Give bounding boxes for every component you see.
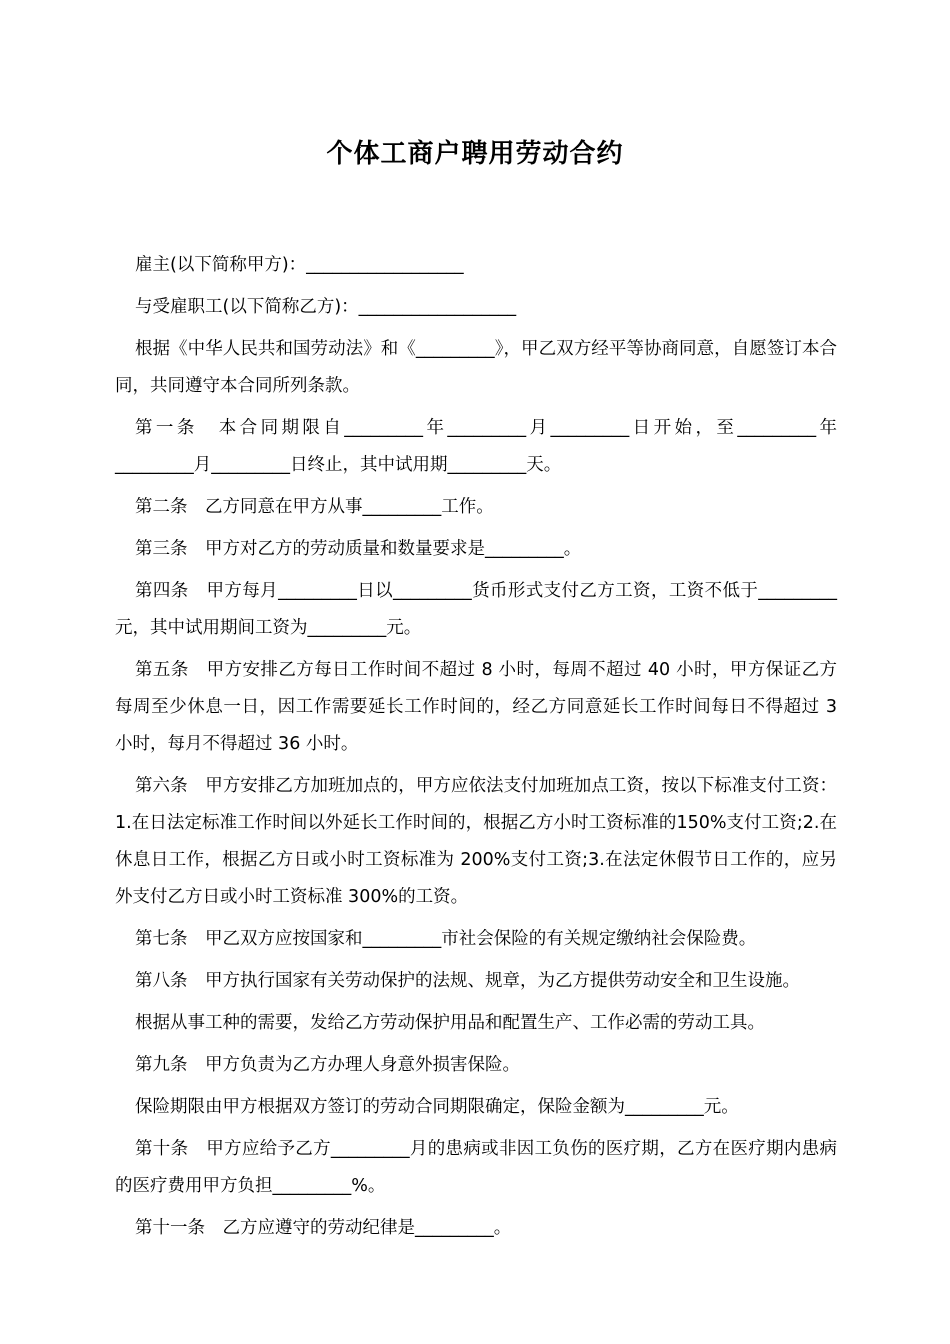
article-9-continued: 保险期限由甲方根据双方签订的劳动合同期限确定，保险金额为_________元。 (135, 1097, 739, 1117)
document-body (115, 247, 837, 1247)
article-6: 第六条 甲方安排乙方加班加点的，甲方应依法支付加班加点工资，按以下标准支付工资：1.在日法定标准工作时间以外延长工作时间的，根据乙方小时工资标准的150%支付工资;2.在休息日工作，根据乙方日或小时工资标准为 200%支付工资;3.在法定休假节日工作的，应另外支付乙方日或小时工资标准 300%的工资。 (115, 776, 837, 907)
article-10: 第十条 甲方应给予乙方_________月的患病或非因工负伤的医疗期，乙方在医疗期内患病的医疗费用甲方负担_________%。 (115, 1139, 837, 1196)
article-4: 第四条 甲方每月_________日以_________货币形式支付乙方工资，工资不低于_________元，其中试用期间工资为_________元。 (115, 581, 837, 638)
employer-line: 雇主(以下简称甲方)：__________________ (135, 255, 464, 275)
article-8: 第八条 甲方执行国家有关劳动保护的法规、规章，为乙方提供劳动安全和卫生设施。 (135, 971, 800, 991)
article-1: 第一条 本合同期限自_________年_________月_________日开始，至_________年_________月_________日终止，其中试用期_________天。 (115, 418, 837, 475)
article-8-continued: 根据从事工种的需要，发给乙方劳动保护用品和配置生产、工作必需的劳动工具。 (135, 1013, 765, 1033)
article-3: 第三条 甲方对乙方的劳动质量和数量要求是_________。 (135, 539, 582, 559)
article-9: 第九条 甲方负责为乙方办理人身意外损害保险。 (135, 1055, 520, 1075)
document-title: 个体工商户聘用劳动合约 (326, 139, 624, 169)
article-11: 第十一条 乙方应遵守的劳动纪律是_________。 (135, 1218, 512, 1238)
article-7: 第七条 甲乙双方应按国家和_________市社会保险的有关规定缴纳社会保险费。 (135, 929, 757, 949)
article-2: 第二条 乙方同意在甲方从事_________工作。 (135, 497, 494, 517)
preamble-paragraph: 根据《中华人民共和国劳动法》和《_________》，甲乙双方经平等协商同意，自愿签订本合同，共同遵守本合同所列条款。 (115, 339, 837, 396)
article-5: 第五条 甲方安排乙方每日工作时间不超过 8 小时，每周不超过 40 小时，甲方保证乙方每周至少休息一日，因工作需要延长工作时间的，经乙方同意延长工作时间每日不得超过 3 小时，每月不得超过 36 小时。 (115, 660, 837, 754)
employee-line: 与受雇职工(以下简称乙方)：__________________ (135, 297, 517, 317)
